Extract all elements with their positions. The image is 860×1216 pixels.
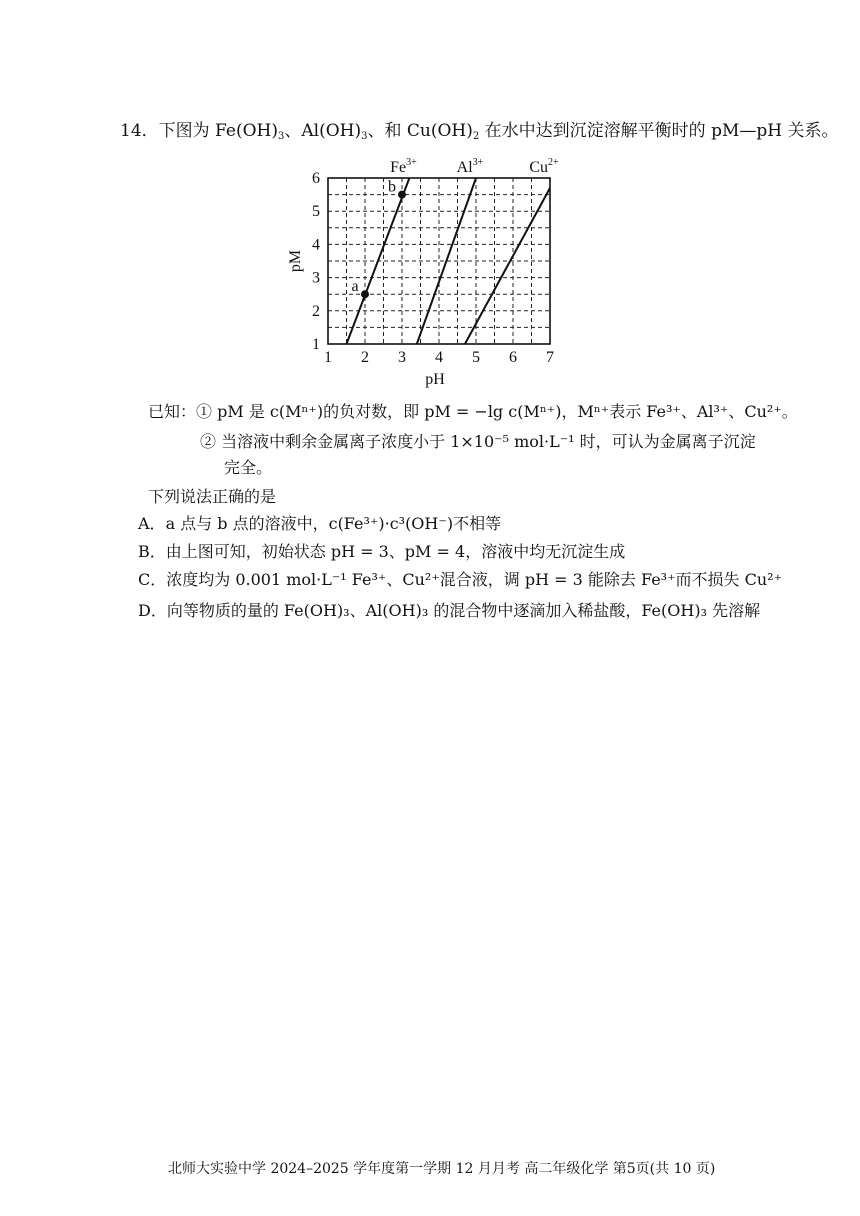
y-tick-label: 2: [312, 302, 320, 320]
point-label-a: a: [351, 278, 359, 296]
x-tick-label: 2: [361, 349, 369, 366]
item2-marker: ②: [200, 432, 217, 451]
question-title: 14．下图为 $Fe(OH)_3$、$Al(OH)_3$、和 $Cu(OH)_2$ 在水中达到沉淀溶解平衡时的 pM—pH 关系。: [120, 121, 839, 142]
x-axis-label: pH: [425, 371, 445, 388]
x-tick-label: 6: [509, 349, 517, 366]
known-condition-1: [148, 402, 798, 422]
x-tick-label: 1: [324, 349, 332, 366]
y-axis-label: pM: [287, 249, 304, 273]
option-a[interactable]: [138, 514, 501, 534]
option-letter: C．: [138, 570, 167, 589]
point-label-b: b: [388, 178, 396, 196]
data-point-a: [361, 290, 369, 298]
series-label-charge: 3+: [472, 157, 484, 168]
option-letter: A．: [138, 514, 166, 533]
option-text: 浓度均为 0.001 mol·L⁻¹ Fe³⁺、Cu²⁺混合液，调 pH = 3 能除去 Fe³⁺而不损失 Cu²⁺: [166, 570, 783, 589]
x-tick-label: 5: [472, 349, 480, 366]
series-label-charge: 3+: [406, 157, 417, 168]
x-tick-label: 3: [398, 349, 406, 366]
series-label-cu: $Cu^{2+}$: [529, 157, 559, 176]
series-line-al: [417, 178, 476, 344]
series-label-fe: $Fe^{3+}$: [390, 157, 417, 176]
known-prefix: 已知：: [148, 402, 197, 421]
option-b[interactable]: [138, 542, 625, 562]
option-text: 向等物质的量的 Fe(OH)₃、Al(OH)₃ 的混合物中逐滴加入稀盐酸，Fe(OH)₃ 先溶解: [166, 601, 761, 620]
option-d[interactable]: [138, 601, 760, 621]
option-c[interactable]: [138, 570, 782, 590]
item1-marker: ①: [196, 402, 213, 421]
known-condition-2-continued: 完全。: [224, 458, 273, 477]
y-tick-label: 6: [312, 170, 320, 187]
item2-text-line1: 当溶液中剩余金属离子浓度小于 1×10⁻⁵ mol·L⁻¹ 时，可认为金属离子沉淀: [221, 432, 756, 451]
chart-grid: [328, 178, 550, 344]
y-tick-label: 3: [312, 269, 320, 287]
option-text: 由上图可知，初始状态 pH = 3、pM = 4，溶液中均无沉淀生成: [165, 542, 626, 561]
question-prompt: 下列说法正确的是: [148, 487, 277, 506]
y-tick-label: 4: [312, 236, 320, 254]
x-tick-label: 7: [546, 349, 554, 366]
item1-text: pM 是 c(Mⁿ⁺)的负对数，即 pM = −lg c(Mⁿ⁺)，Mⁿ⁺表示 Fe³⁺、Al³⁺、Cu²⁺。: [217, 402, 798, 421]
y-tick-label: 5: [312, 203, 320, 221]
data-point-b: [398, 191, 406, 199]
series-label-al: $Al^{3+}$: [456, 157, 484, 176]
option-text: a 点与 b 点的溶液中，c(Fe³⁺)·c³(OH⁻)不相等: [165, 514, 502, 533]
option-letter: B．: [138, 542, 166, 561]
known-condition-2: [200, 432, 756, 452]
y-tick-label: 1: [312, 336, 320, 353]
series-label-charge: 2+: [548, 157, 559, 168]
option-letter: D．: [138, 601, 167, 620]
page-footer: 北师大实验中学 2024–2025 学年度第一学期 12 月月考 高二年级化学 第5页(共 10 页): [168, 1161, 716, 1177]
question-number: 14．: [120, 121, 159, 141]
pm-ph-chart: [270, 148, 600, 393]
x-tick-label: 4: [435, 349, 443, 366]
